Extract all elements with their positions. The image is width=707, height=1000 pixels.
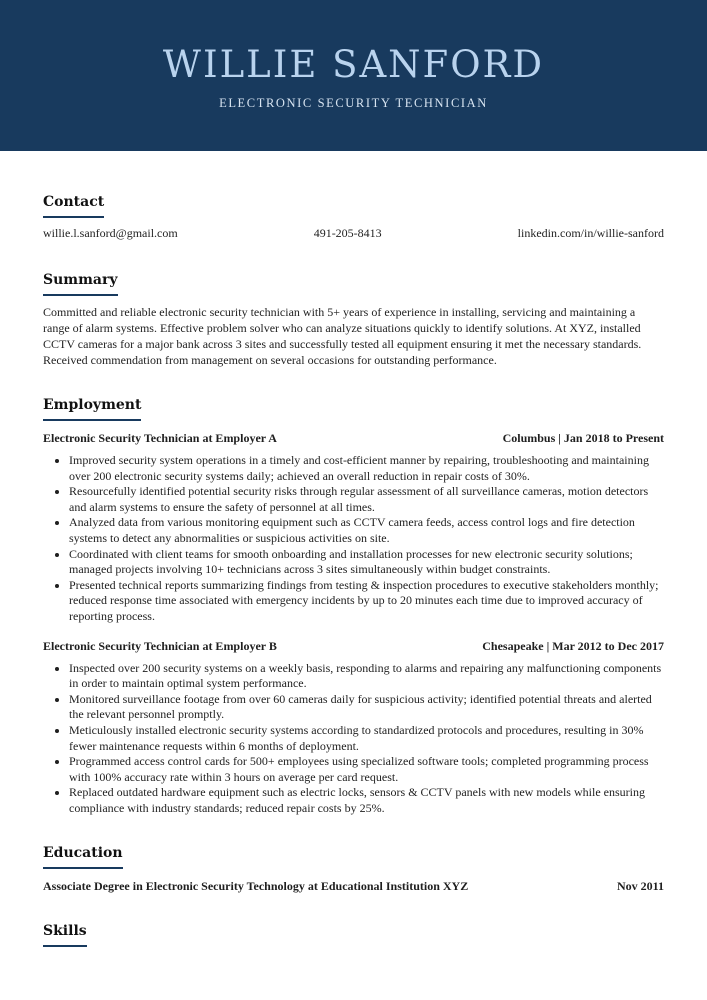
contact-heading: Contact bbox=[43, 193, 104, 218]
education-heading: Education bbox=[43, 844, 123, 869]
job-entry-employer-b bbox=[43, 639, 664, 817]
job-bullet: • Programmed access control cards for 500+ employees using specialized software tools; completed programming process with 100% accuracy rate within 3 hours on average per card request. bbox=[69, 754, 664, 785]
candidate-name: WILLIE SANFORD bbox=[162, 43, 545, 86]
education-entry bbox=[43, 879, 664, 894]
job-header bbox=[43, 639, 664, 654]
contact-row bbox=[43, 226, 664, 241]
resume-body bbox=[0, 193, 707, 947]
contact-phone: 491-205-8413 bbox=[313, 226, 382, 240]
job-header bbox=[43, 431, 664, 446]
education-date: Nov 2011 bbox=[616, 879, 664, 894]
contact-email: willie.l.sanford@gmail.com bbox=[43, 226, 178, 240]
candidate-title: ELECTRONIC SECURITY TECHNICIAN bbox=[219, 96, 488, 110]
summary-text: Committed and reliable electronic security technician with 5+ years of experience in installing, servicing and maintaining a range of alarm systems. Effective problem solver who can analyze situations quickly to identify solutions. At XYZ, installed CCTV cameras for a major bank across 3 sites and successfully tested all equipment ensuring it met the necessary standards. Received commendation from management on several occasions for outstanding performance. bbox=[43, 305, 642, 367]
resume-header bbox=[0, 0, 707, 151]
contact-section bbox=[43, 193, 664, 241]
job-location-dates: Columbus | Jan 2018 to Present bbox=[502, 431, 664, 445]
job-title: Electronic Security Technician at Employer A bbox=[43, 431, 277, 445]
job-bullet: • Coordinated with client teams for smooth onboarding and installation processes for new electronic security solutions; managed projects involving 10+ technicians across 3 sites simultaneously within budget constraints. bbox=[69, 547, 664, 578]
job-bullet: • Improved security system operations in a timely and cost-efficient manner by repairing, troubleshooting and maintaining over 200 electronic security systems daily; achieved an overall reduction in repair costs of 30%. bbox=[69, 453, 664, 484]
job-bullet: • Inspected over 200 security systems on a weekly basis, responding to alarms and repairing any malfunctioning components in order to maintain optimal system performance. bbox=[69, 661, 664, 692]
education-degree: Associate Degree in Electronic Security Technology at Educational Institution XYZ bbox=[43, 879, 469, 894]
job-bullet: • Monitored surveillance footage from over 60 cameras daily for suspicious activity; identified potential threats and alerted the relevant personnel promptly. bbox=[69, 692, 664, 723]
summary-section bbox=[43, 271, 664, 368]
education-section bbox=[43, 844, 664, 894]
job-bullet-list bbox=[43, 453, 664, 625]
skills-heading: Skills bbox=[43, 922, 87, 947]
skills-section bbox=[43, 922, 664, 947]
job-location-dates: Chesapeake | Mar 2012 to Dec 2017 bbox=[482, 638, 664, 653]
job-bullet: • Presented technical reports summarizing findings from testing & inspection procedures to executive stakeholders monthly; reduced response time associated with emergency incidents by up to 20 minutes each time due to improved accuracy of reporting process. bbox=[69, 578, 664, 625]
employment-heading: Employment bbox=[43, 396, 141, 421]
job-title: Electronic Security Technician at Employer B bbox=[43, 638, 277, 653]
job-bullet: • Replaced outdated hardware equipment such as electric locks, sensors & CCTV panels with new models while ensuring compliance with industry standards; reduced repair costs by 25%. bbox=[69, 785, 664, 816]
job-bullet: • Analyzed data from various monitoring equipment such as CCTV camera feeds, access control logs and fire detection systems to detect any abnormalities or suspicious activities on site. bbox=[69, 515, 664, 546]
employment-section bbox=[43, 396, 664, 816]
contact-linkedin: linkedin.com/in/willie-sanford bbox=[517, 226, 664, 240]
summary-heading: Summary bbox=[43, 271, 118, 296]
job-bullet-list bbox=[43, 661, 664, 817]
job-bullet: • Meticulously installed electronic security systems according to standardized protocols and procedures, resulting in 30% fewer maintenance requests within 6 months of deployment. bbox=[69, 723, 664, 754]
job-entry-employer-a bbox=[43, 431, 664, 625]
job-bullet: • Resourcefully identified potential security risks through regular assessment of all surveillance cameras, motion detectors and alarm systems to ensure the safety of personnel at all times. bbox=[69, 484, 664, 515]
